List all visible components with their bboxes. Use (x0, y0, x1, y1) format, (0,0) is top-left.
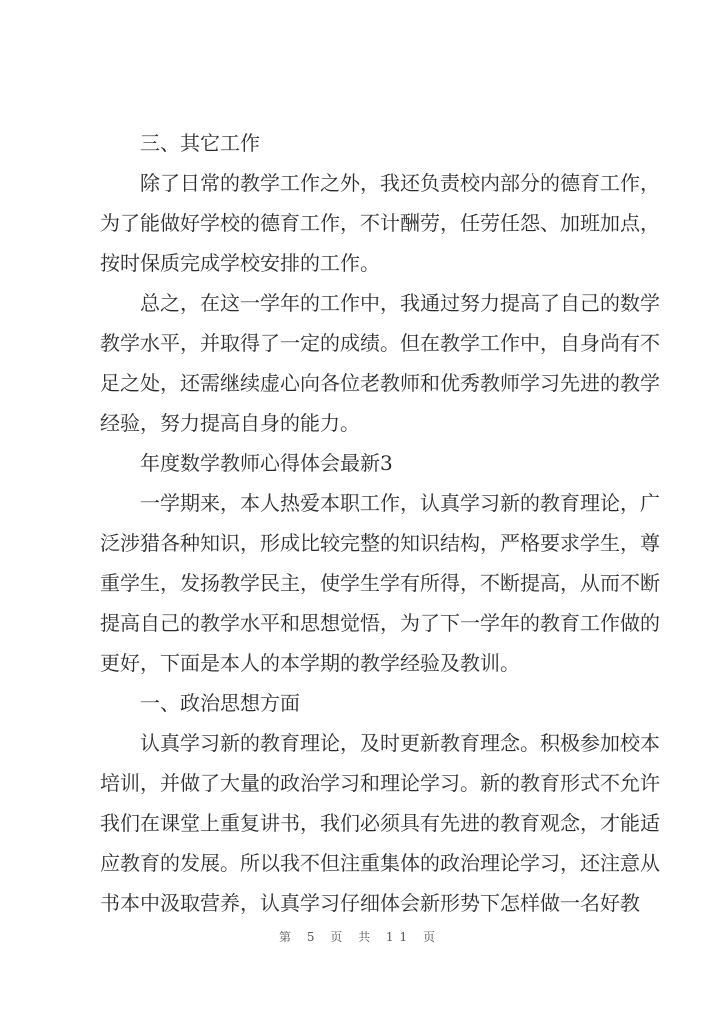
paragraph-line: 应教育的发展。所以我不但注重集体的政治理论学习，还注意从 (100, 851, 660, 875)
paragraph-line: 一学期来，本人热爱本职工作，认真学习新的教育理论，广 (140, 491, 660, 515)
paragraph-line: 足之处，还需继续虚心向各位老教师和优秀教师学习先进的教学 (100, 371, 660, 395)
paragraph-line: 教学水平，并取得了一定的成绩。但在教学工作中，自身尚有不 (100, 331, 660, 355)
section-heading: 一、政治思想方面 (140, 691, 300, 715)
article-title: 年度数学教师心得体会最新3 (140, 451, 393, 475)
page-number-footer: 第 5 页 共 11 页 (279, 930, 441, 944)
paragraph-line: 经验，努力提高自身的能力。 (100, 411, 360, 435)
paragraph-line: 除了日常的教学工作之外，我还负责校内部分的德育工作， (140, 171, 660, 195)
paragraph-line: 认真学习新的教育理论，及时更新教育理念。积极参加校本 (140, 731, 660, 755)
paragraph-line: 培训，并做了大量的政治学习和理论学习。新的教育形式不允许 (100, 771, 660, 795)
paragraph-line: 提高自己的教学水平和思想觉悟，为了下一学年的教育工作做的 (100, 611, 660, 635)
paragraph-line: 为了能做好学校的德育工作，不计酬劳，任劳任怨、加班加点， (100, 211, 660, 235)
section-heading: 三、其它工作 (140, 131, 260, 155)
paragraph-line: 书本中汲取营养，认真学习仔细体会新形势下怎样做一名好教 (100, 891, 640, 915)
paragraph-line: 更好，下面是本人的本学期的教学经验及教训。 (100, 651, 520, 675)
paragraph-line: 重学生，发扬教学民主，使学生学有所得，不断提高，从而不断 (100, 571, 660, 595)
paragraph-line: 总之，在这一学年的工作中，我通过努力提高了自己的数学 (140, 291, 660, 315)
paragraph-line: 我们在课堂上重复讲书，我们必须具有先进的教育观念，才能适 (100, 811, 660, 835)
paragraph-line: 按时保质完成学校安排的工作。 (100, 251, 380, 275)
document-body (100, 123, 660, 923)
paragraph-line: 泛涉猎各种知识，形成比较完整的知识结构，严格要求学生，尊 (100, 531, 660, 555)
